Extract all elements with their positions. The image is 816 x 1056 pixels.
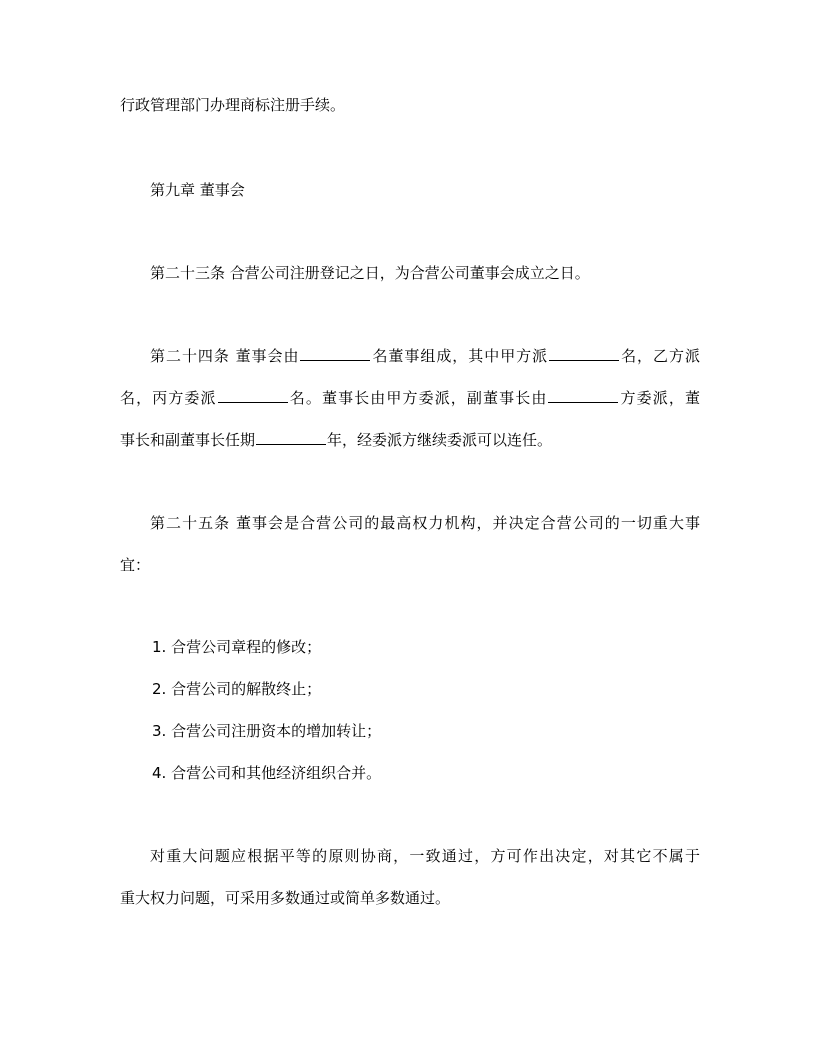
list-item: 2. 合营公司的解散终止； xyxy=(152,680,322,698)
article-24-line-1 xyxy=(150,346,700,366)
article-24-text: 方委派，董 xyxy=(619,389,700,407)
article-24-text: 第二十四条 董事会由 xyxy=(150,347,300,365)
fill-blank xyxy=(218,388,288,403)
text-line-continuation: 行政管理部门办理商标注册手续。 xyxy=(120,96,346,114)
list-item: 4. 合营公司和其他经济组织合并。 xyxy=(152,764,382,782)
article-24-text: 名，乙方派 xyxy=(620,347,700,365)
article-25-line-2: 宜： xyxy=(120,556,151,574)
article-24-text: 事长和副董事长任期 xyxy=(120,431,256,449)
list-item: 3. 合营公司注册资本的增加转让； xyxy=(152,722,382,740)
article-25-line-1: 第二十五条 董事会是合营公司的最高权力机构，并决定合营公司的一切重大事 xyxy=(150,514,700,532)
article-24-line-2 xyxy=(120,388,700,408)
chapter-title: 第九章 董事会 xyxy=(150,181,245,199)
article-24-text: 名董事组成，其中甲方派 xyxy=(371,347,549,365)
article-24-text: 名。董事长由甲方委派，副董事长由 xyxy=(288,389,548,407)
fill-blank xyxy=(256,430,326,445)
fill-blank xyxy=(300,346,370,361)
closing-line-1: 对重大问题应根据平等的原则协商，一致通过，方可作出决定，对其它不属于 xyxy=(150,847,700,865)
closing-line-2: 重大权力问题，可采用多数通过或简单多数通过。 xyxy=(120,889,451,907)
article-24-text: 年，经委派方继续委派可以连任。 xyxy=(327,431,553,449)
fill-blank xyxy=(548,388,618,403)
fill-blank xyxy=(549,346,619,361)
article-24-text: 名，丙方委派 xyxy=(120,389,217,407)
article-24-line-3 xyxy=(120,430,700,450)
list-item: 1. 合营公司章程的修改； xyxy=(152,638,322,656)
article-23: 第二十三条 合营公司注册登记之日，为合营公司董事会成立之日。 xyxy=(150,264,590,282)
